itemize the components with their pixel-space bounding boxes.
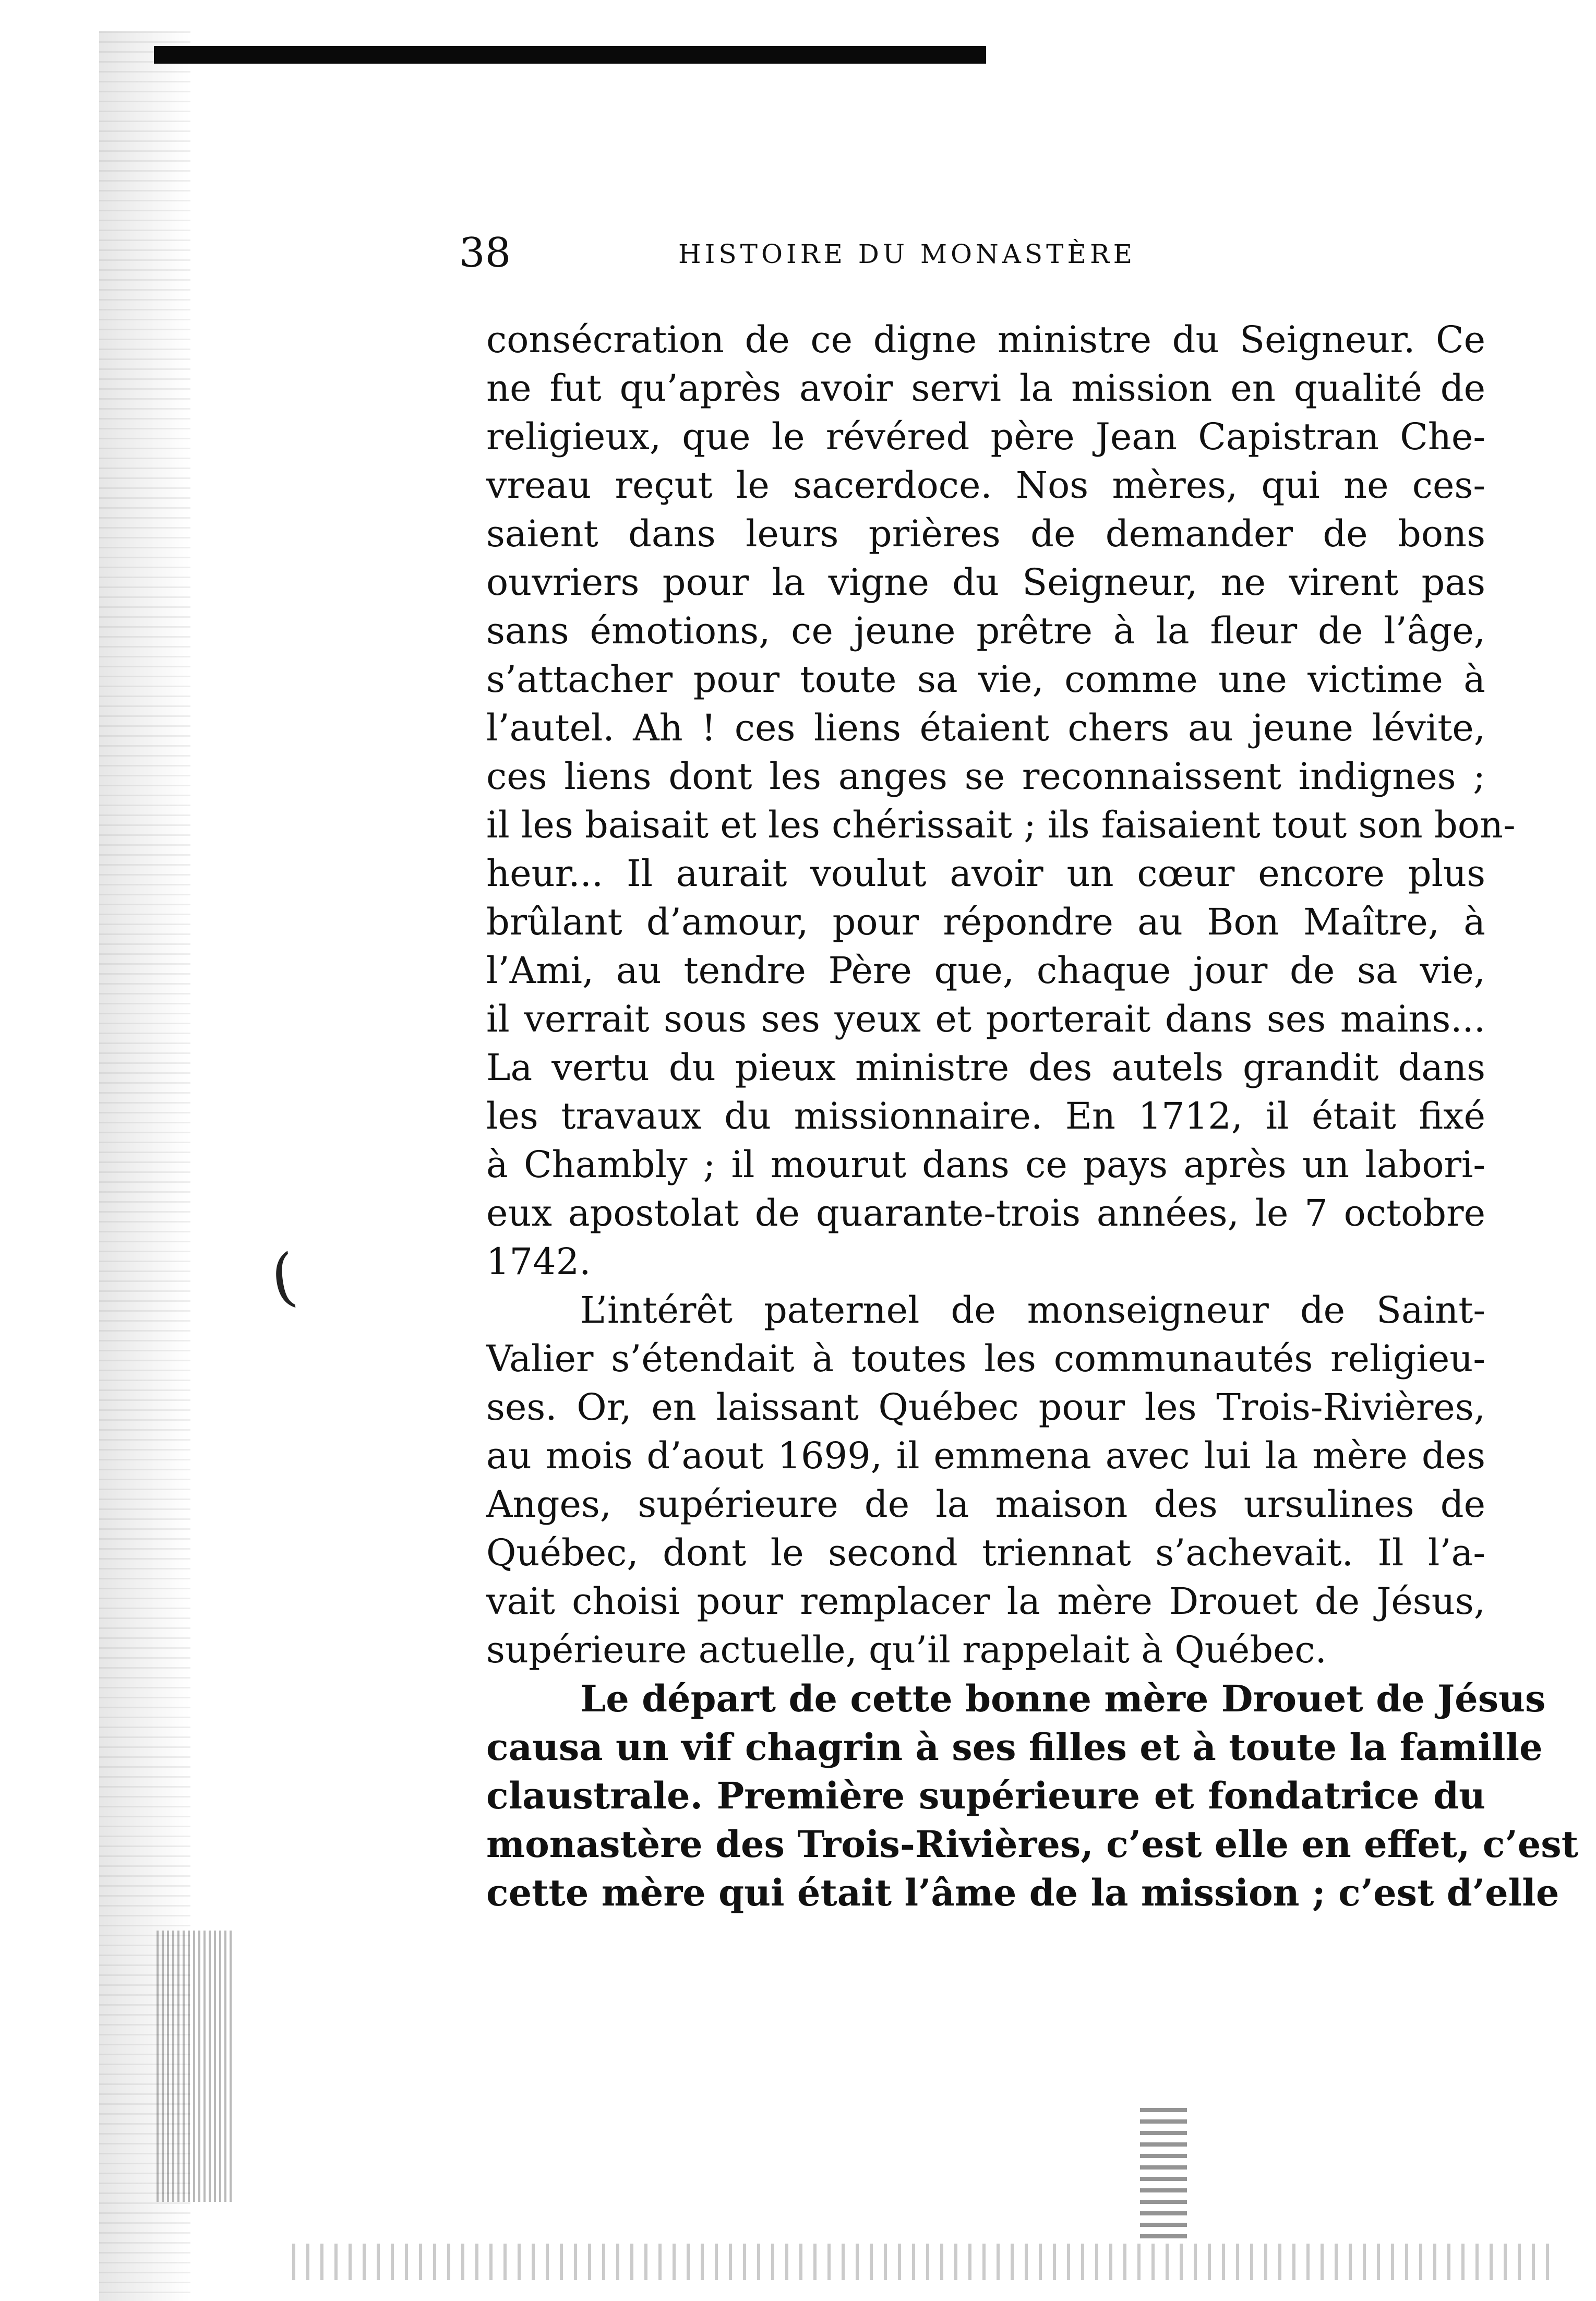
text-line: les travaux du missionnaire. En 1712, il était fixé xyxy=(486,1095,1485,1137)
text-line: sans émotions, ce jeune prêtre à la fleur de l’âge, xyxy=(486,609,1485,652)
text-line: au mois d’aout 1699, il emmena avec lui la mère des xyxy=(486,1434,1485,1477)
text-line: ces liens dont les anges se reconnaissent indignes ; xyxy=(486,755,1485,798)
text-line: vreau reçut le sacerdoce. Nos mères, qui ne ces- xyxy=(486,464,1485,507)
text-line: ne fut qu’après avoir servi la mission en qualité de xyxy=(486,367,1485,410)
text-line: cette mère qui était l’âme de la mission ; c’est d’elle xyxy=(486,1871,1559,1914)
text-line: La vertu du pieux ministre des autels grandit dans xyxy=(486,1046,1485,1089)
paragraph-start: Le départ de cette bonne mère Drouet de Jésus xyxy=(580,1677,1546,1720)
text-line: Anges, supérieure de la maison des ursulines de xyxy=(486,1483,1485,1526)
paragraph-start: L’intérêt paternel de monseigneur de Saint- xyxy=(580,1289,1485,1332)
text-line: saient dans leurs prières de demander de bons xyxy=(486,512,1485,555)
text-line: à Chambly ; il mourut dans ce pays après un labori- xyxy=(486,1143,1485,1186)
running-title: HISTOIRE DU MONASTÈRE xyxy=(678,239,1136,269)
text-line: Valier s’étendait à toutes les communautés religieu- xyxy=(486,1337,1485,1380)
top-rule xyxy=(154,46,986,64)
text-line: il verrait sous ses yeux et porterait dans ses mains... xyxy=(486,998,1485,1040)
text-line: il les baisait et les chérissait ; ils faisaient tout son bon- xyxy=(486,804,1516,846)
margin-mark: ( xyxy=(266,1240,301,1316)
scan-binding-artifact xyxy=(157,1931,235,2202)
body-text xyxy=(486,316,1579,1917)
text-line: monastère des Trois-Rivières, c’est elle en effet, c’est xyxy=(486,1823,1579,1866)
text-line: s’attacher pour toute sa vie, comme une victime à xyxy=(486,658,1485,701)
running-head xyxy=(459,230,1503,277)
text-line: supérieure actuelle, qu’il rappelait à Québec. xyxy=(486,1628,1327,1671)
scan-bottom-edge-artifact xyxy=(292,2244,1560,2280)
page-number: 38 xyxy=(459,230,511,277)
text-line: l’Ami, au tendre Père que, chaque jour de sa vie, xyxy=(486,949,1485,992)
scan-ink-smudge xyxy=(1140,2108,1187,2244)
text-line: causa un vif chagrin à ses filles et à toute la famille xyxy=(486,1725,1543,1769)
text-line: heur... Il aurait voulut avoir un cœur encore plus xyxy=(486,852,1485,895)
text-line: religieux, que le révéred père Jean Capistran Che- xyxy=(486,415,1485,458)
text-line: ouvriers pour la vigne du Seigneur, ne virent pas xyxy=(486,561,1485,604)
text-line: eux apostolat de quarante-trois années, le 7 octobre xyxy=(486,1192,1485,1235)
text-line: Québec, dont le second triennat s’achevait. Il l’a- xyxy=(486,1531,1485,1574)
text-line: 1742. xyxy=(486,1240,591,1283)
text-line: l’autel. Ah ! ces liens étaient chers au jeune lévite, xyxy=(486,706,1485,749)
text-line: vait choisi pour remplacer la mère Drouet de Jésus, xyxy=(486,1580,1485,1623)
text-line: ses. Or, en laissant Québec pour les Trois-Rivières, xyxy=(486,1386,1485,1429)
text-line: consécration de ce digne ministre du Seigneur. Ce xyxy=(486,318,1485,361)
text-line: claustrale. Première supérieure et fondatrice du xyxy=(486,1774,1485,1817)
text-line: brûlant d’amour, pour répondre au Bon Maître, à xyxy=(486,901,1485,943)
